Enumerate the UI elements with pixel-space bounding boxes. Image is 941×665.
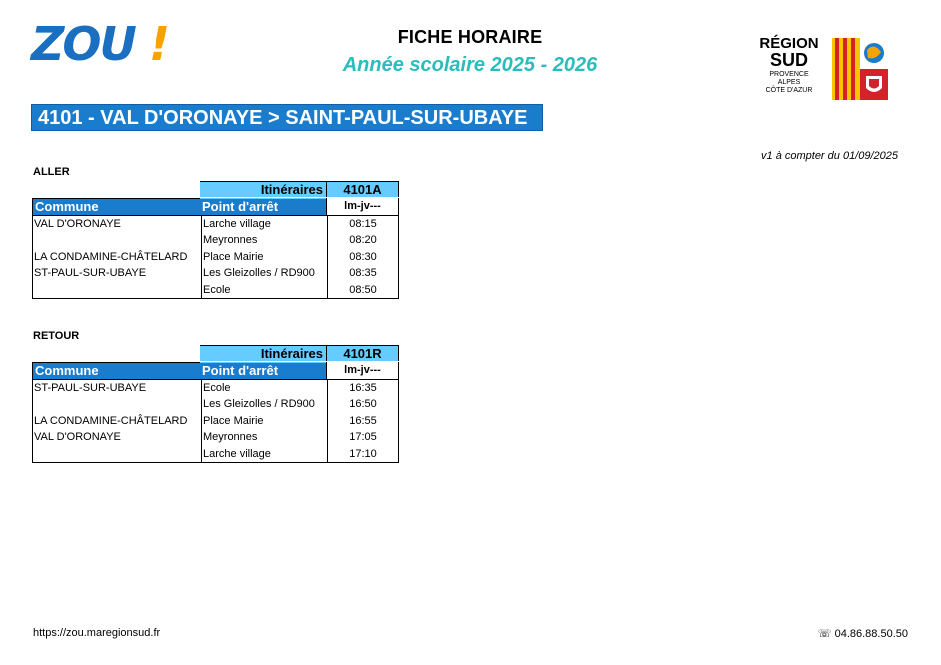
aller-schedule-table	[32, 181, 399, 299]
stop-cell: Place Mairie	[203, 250, 264, 263]
retour-days-header: lm-jv---	[326, 362, 399, 379]
table-row	[33, 216, 398, 232]
retour-itineraires-header: Itinéraires	[200, 345, 326, 361]
time-cell: 17:10	[349, 447, 377, 460]
table-row	[33, 232, 398, 248]
region-logo-line2: SUD	[769, 50, 808, 70]
page-title: FICHE HORAIRE	[397, 27, 543, 47]
region-logo-line3: PROVENCE	[769, 71, 809, 78]
stop-cell: Ecole	[203, 283, 231, 296]
time-cell: 08:50	[349, 283, 377, 296]
stop-cell: Meyronnes	[203, 431, 258, 444]
time-cell: 08:20	[349, 234, 377, 247]
time-cell: 17:05	[349, 431, 377, 444]
school-year-subtitle: Année scolaire 2025 - 2026	[342, 54, 598, 76]
version-note: v1 à compter du 01/09/2025	[761, 150, 898, 162]
table-row	[33, 429, 398, 445]
stop-cell: Les Gleizolles / RD900	[203, 398, 315, 411]
commune-cell: LA CONDAMINE-CHÂTELARD	[34, 250, 188, 263]
stop-cell: Ecole	[203, 382, 231, 394]
time-cell: 08:35	[349, 267, 377, 280]
aller-stop-header: Point d'arrêt	[200, 198, 326, 215]
retour-commune-header: Commune	[32, 362, 200, 379]
zou-logo-exclamation: !	[149, 17, 170, 71]
table-row	[33, 413, 398, 429]
route-title-banner: 4101 - VAL D'ORONAYE > SAINT-PAUL-SUR-UBAYE	[31, 104, 543, 131]
zou-logo	[31, 17, 173, 71]
stop-cell: Meyronnes	[203, 234, 258, 247]
stop-cell: Larche village	[203, 218, 271, 230]
time-cell: 16:55	[349, 414, 377, 427]
time-cell: 16:35	[349, 382, 377, 394]
region-logo-line1: RÉGION	[759, 35, 819, 52]
retour-schedule-table	[32, 345, 399, 463]
time-cell: 08:30	[349, 250, 377, 263]
commune-cell: ST-PAUL-SUR-UBAYE	[34, 382, 147, 394]
region-sud-logo	[748, 36, 893, 106]
aller-label: ALLER	[33, 166, 70, 178]
aller-commune-header: Commune	[32, 198, 200, 215]
aller-table-body	[32, 215, 399, 299]
time-cell: 08:15	[349, 218, 377, 230]
zou-logo-text: ZOU	[31, 17, 135, 71]
commune-cell: LA CONDAMINE-CHÂTELARD	[34, 414, 188, 427]
time-cell: 16:50	[349, 398, 377, 411]
retour-route-code: 4101R	[326, 345, 399, 361]
stop-cell: Place Mairie	[203, 414, 264, 427]
table-row	[33, 249, 398, 265]
retour-table-body	[32, 379, 399, 463]
stop-cell: Les Gleizolles / RD900	[203, 267, 315, 280]
retour-label: RETOUR	[33, 330, 80, 342]
table-row	[33, 265, 398, 281]
aller-itineraires-header: Itinéraires	[200, 181, 326, 197]
commune-cell: VAL D'ORONAYE	[34, 431, 121, 444]
retour-stop-header: Point d'arrêt	[200, 362, 326, 379]
commune-cell: VAL D'ORONAYE	[34, 218, 121, 230]
commune-cell: ST-PAUL-SUR-UBAYE	[34, 267, 147, 280]
table-row	[33, 380, 398, 396]
website-link[interactable]: https://zou.maregionsud.fr	[33, 627, 161, 639]
phone-number[interactable]: ☏ 04.86.88.50.50	[817, 628, 908, 640]
region-logo-line5: CÔTE D'AZUR	[765, 87, 813, 94]
table-row	[33, 282, 398, 298]
aller-days-header: lm-jv---	[326, 198, 399, 215]
stop-cell: Larche village	[203, 447, 271, 460]
table-row	[33, 396, 398, 412]
region-logo-line4: ALPES	[777, 79, 801, 86]
aller-route-code: 4101A	[326, 181, 399, 197]
region-flag-icon	[832, 38, 888, 100]
table-row	[33, 446, 398, 462]
